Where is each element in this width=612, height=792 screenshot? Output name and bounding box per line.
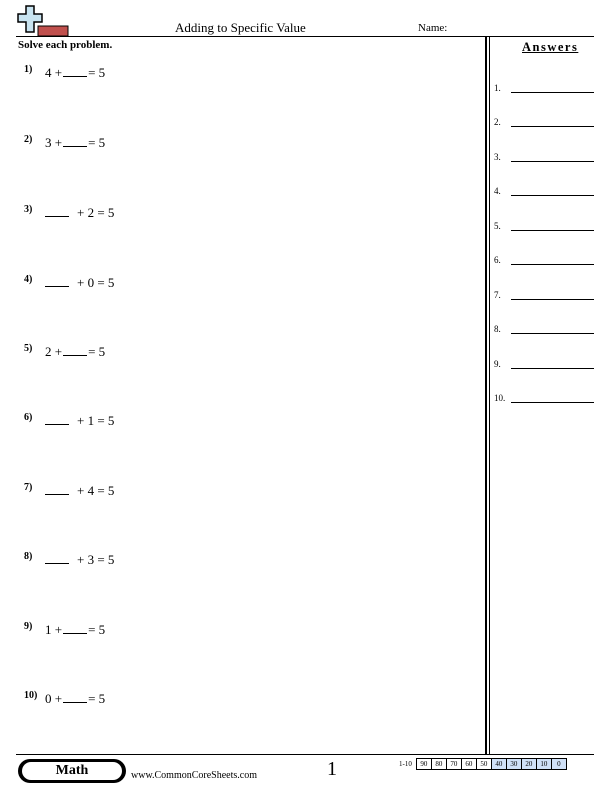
equation-right: + 0 = 5 bbox=[77, 275, 115, 290]
answer-row bbox=[494, 320, 594, 334]
problem-number: 7) bbox=[24, 482, 33, 493]
answer-number: 8. bbox=[494, 324, 501, 334]
problem-item bbox=[18, 343, 458, 365]
answer-number: 6. bbox=[494, 255, 501, 265]
problem-number: 5) bbox=[24, 343, 33, 354]
subject-label: Math bbox=[22, 762, 122, 780]
problem-number: 2) bbox=[24, 134, 33, 145]
answer-blank[interactable] bbox=[45, 412, 69, 425]
answer-row bbox=[494, 217, 594, 231]
equation-right: = 5 bbox=[88, 135, 106, 150]
score-cell: 60 bbox=[461, 759, 476, 770]
answer-blank[interactable] bbox=[63, 134, 87, 147]
equation-left: 2 + bbox=[45, 344, 63, 359]
answer-blank[interactable] bbox=[45, 551, 69, 564]
problem-equation bbox=[45, 274, 114, 291]
header-divider bbox=[16, 36, 594, 37]
name-label: Name: bbox=[418, 22, 448, 34]
equation-right: + 3 = 5 bbox=[77, 552, 115, 567]
score-table bbox=[397, 758, 567, 770]
score-cell: 40 bbox=[491, 759, 506, 770]
answers-title: Answers bbox=[522, 40, 579, 54]
answer-number: 4. bbox=[494, 186, 501, 196]
equation-right: + 2 = 5 bbox=[77, 205, 115, 220]
answer-number: 2. bbox=[494, 117, 501, 127]
answer-blank[interactable] bbox=[45, 274, 69, 287]
problem-item bbox=[18, 621, 458, 643]
answer-line[interactable] bbox=[511, 126, 594, 127]
problem-equation bbox=[45, 551, 114, 568]
equation-right: = 5 bbox=[88, 344, 106, 359]
footer-divider bbox=[16, 754, 594, 755]
problem-item bbox=[18, 134, 458, 156]
answer-blank[interactable] bbox=[63, 690, 87, 703]
answer-blank[interactable] bbox=[45, 204, 69, 217]
answer-blank[interactable] bbox=[45, 482, 69, 495]
score-cell: 70 bbox=[446, 759, 461, 770]
score-cell: 90 bbox=[416, 759, 431, 770]
answer-row bbox=[494, 182, 594, 196]
answer-number: 3. bbox=[494, 152, 501, 162]
equation-right: = 5 bbox=[88, 691, 106, 706]
answer-row bbox=[494, 79, 594, 93]
equation-left: 4 + bbox=[45, 65, 63, 80]
equation-right: = 5 bbox=[88, 622, 106, 637]
answer-row bbox=[494, 148, 594, 162]
answer-line[interactable] bbox=[511, 299, 594, 300]
problem-number: 9) bbox=[24, 621, 33, 632]
score-range: 1-10 bbox=[399, 760, 412, 768]
score-cell: 30 bbox=[506, 759, 521, 770]
score-cell: 80 bbox=[431, 759, 446, 770]
score-cell: 50 bbox=[476, 759, 491, 770]
problem-number: 1) bbox=[24, 64, 33, 75]
answer-number: 1. bbox=[494, 83, 501, 93]
answer-line[interactable] bbox=[511, 333, 594, 334]
problem-equation bbox=[45, 64, 105, 81]
problem-item bbox=[18, 690, 458, 712]
score-row bbox=[397, 759, 566, 770]
column-divider-inner bbox=[489, 36, 490, 754]
problem-item bbox=[18, 204, 458, 226]
answer-line[interactable] bbox=[511, 368, 594, 369]
answer-row bbox=[494, 113, 594, 127]
problem-item bbox=[18, 482, 458, 504]
score-cell: 10 bbox=[536, 759, 551, 770]
page-title: Adding to Specific Value bbox=[175, 20, 306, 35]
answer-row bbox=[494, 389, 594, 403]
problem-equation bbox=[45, 482, 114, 499]
problem-equation bbox=[45, 690, 105, 707]
problem-number: 3) bbox=[24, 204, 33, 215]
plus-on-book-icon bbox=[16, 4, 70, 38]
answer-blank[interactable] bbox=[63, 64, 87, 77]
problem-item bbox=[18, 64, 458, 86]
column-divider bbox=[485, 36, 487, 754]
answer-number: 7. bbox=[494, 290, 501, 300]
site-url: www.CommonCoreSheets.com bbox=[131, 770, 258, 781]
problem-item bbox=[18, 274, 458, 296]
score-cell: 0 bbox=[551, 759, 566, 770]
answer-row bbox=[494, 355, 594, 369]
equation-left: 0 + bbox=[45, 691, 63, 706]
equation-left: 3 + bbox=[45, 135, 63, 150]
problem-number: 6) bbox=[24, 412, 33, 423]
instructions: Solve each problem. bbox=[18, 39, 113, 51]
problem-item bbox=[18, 551, 458, 573]
problem-number: 10) bbox=[24, 690, 38, 701]
problem-equation bbox=[45, 134, 105, 151]
answer-line[interactable] bbox=[511, 161, 594, 162]
answer-blank[interactable] bbox=[63, 621, 87, 634]
problem-equation bbox=[45, 343, 105, 360]
problem-equation bbox=[45, 204, 114, 221]
equation-right: + 1 = 5 bbox=[77, 413, 115, 428]
answer-blank[interactable] bbox=[63, 343, 87, 356]
problem-number: 4) bbox=[24, 274, 33, 285]
answer-line[interactable] bbox=[511, 402, 594, 403]
problem-equation bbox=[45, 412, 114, 429]
answer-number: 10. bbox=[494, 393, 506, 403]
answer-line[interactable] bbox=[511, 92, 594, 93]
answer-row bbox=[494, 286, 594, 300]
equation-left: 1 + bbox=[45, 622, 63, 637]
problem-item bbox=[18, 412, 458, 434]
equation-right: = 5 bbox=[88, 65, 106, 80]
answer-number: 5. bbox=[494, 221, 501, 231]
equation-right: + 4 = 5 bbox=[77, 483, 115, 498]
problem-equation bbox=[45, 621, 105, 638]
answer-line[interactable] bbox=[511, 230, 594, 231]
subject-badge bbox=[18, 759, 126, 783]
page-number: 1 bbox=[327, 758, 337, 780]
answer-number: 9. bbox=[494, 359, 501, 369]
problem-number: 8) bbox=[24, 551, 33, 562]
answer-line[interactable] bbox=[511, 264, 594, 265]
score-cell: 20 bbox=[521, 759, 536, 770]
answer-line[interactable] bbox=[511, 195, 594, 196]
answer-row bbox=[494, 251, 594, 265]
